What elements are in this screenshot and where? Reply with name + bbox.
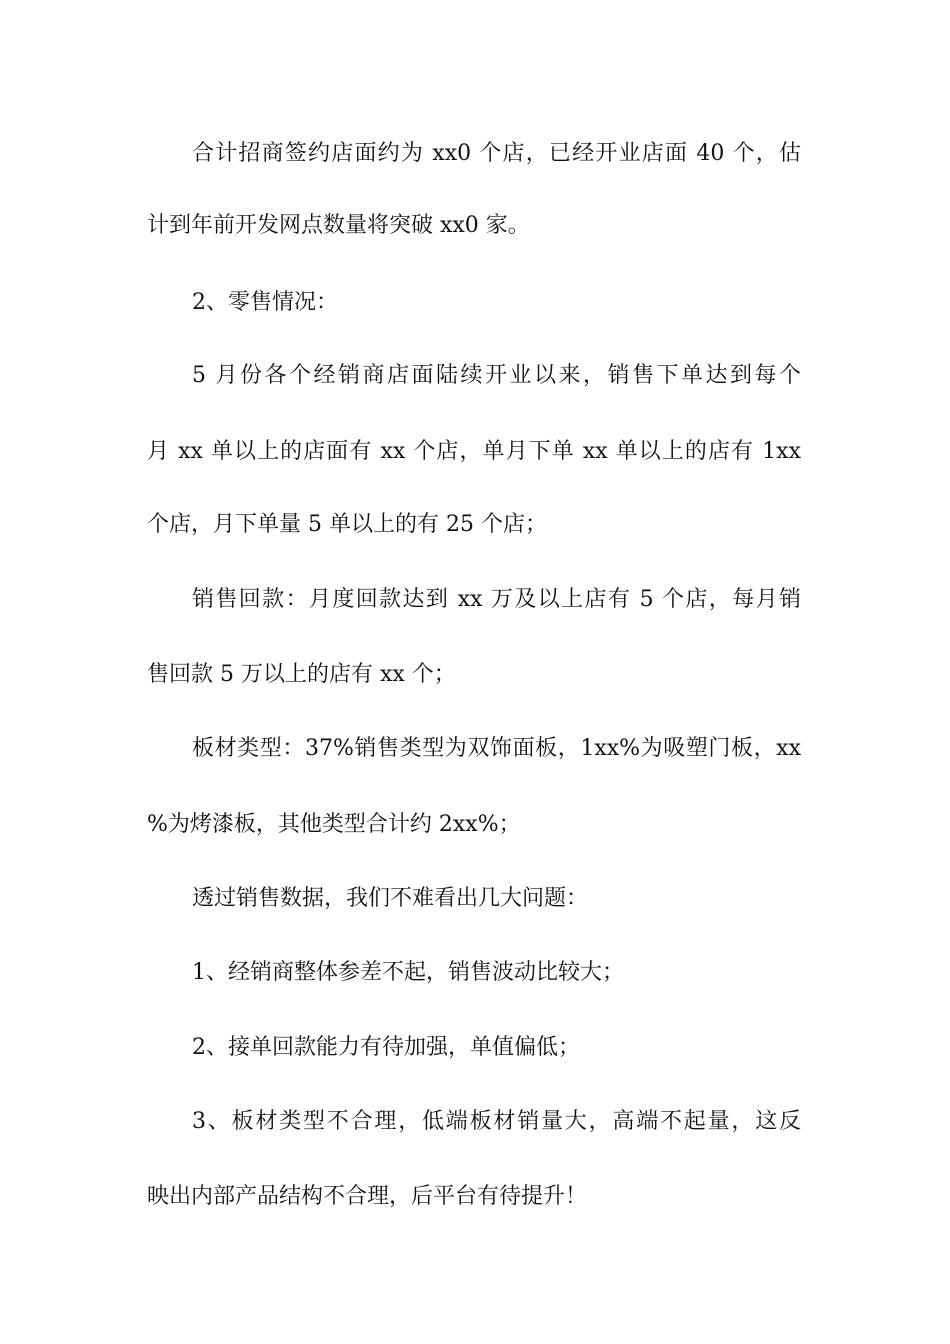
- text-line: 映出内部产品结构不合理，后平台有待提升！: [147, 1184, 588, 1209]
- text-line: 计到年前开发网点数量将突破 xx0 家。: [147, 213, 530, 238]
- text-line: 月 xx 单以上的店面有 xx 个店，单月下单 xx 单以上的店有 1xx: [147, 439, 801, 464]
- text-line: 售回款 5 万以上的店有 xx 个；: [147, 662, 456, 687]
- list-item: 2、接单回款能力有待加强，单值偏低；: [192, 1035, 580, 1060]
- text-line: 个店，月下单量 5 单以上的有 25 个店；: [147, 512, 547, 537]
- text-line: 5 月份各个经销商店面陆续开业以来，销售下单达到每个: [192, 363, 801, 388]
- text-line: 板材类型：37%销售类型为双饰面板，1xx%为吸塑门板，xx: [192, 736, 801, 761]
- text-line: 销售回款：月度回款达到 xx 万及以上店有 5 个店，每月销: [192, 587, 801, 612]
- section-heading: 2、零售情况：: [192, 290, 338, 315]
- text-line: 透过销售数据，我们不难看出几大问题：: [192, 886, 589, 911]
- text-line: %为烤漆板，其他类型合计约 2xx%；: [147, 812, 521, 837]
- list-item: 3、板材类型不合理，低端板材销量大，高端不起量，这反: [192, 1109, 801, 1134]
- text-line: 合计招商签约店面约为 xx0 个店，已经开业店面 40 个，估: [192, 141, 801, 166]
- list-item: 1、经销商整体参差不起，销售波动比较大；: [192, 960, 624, 985]
